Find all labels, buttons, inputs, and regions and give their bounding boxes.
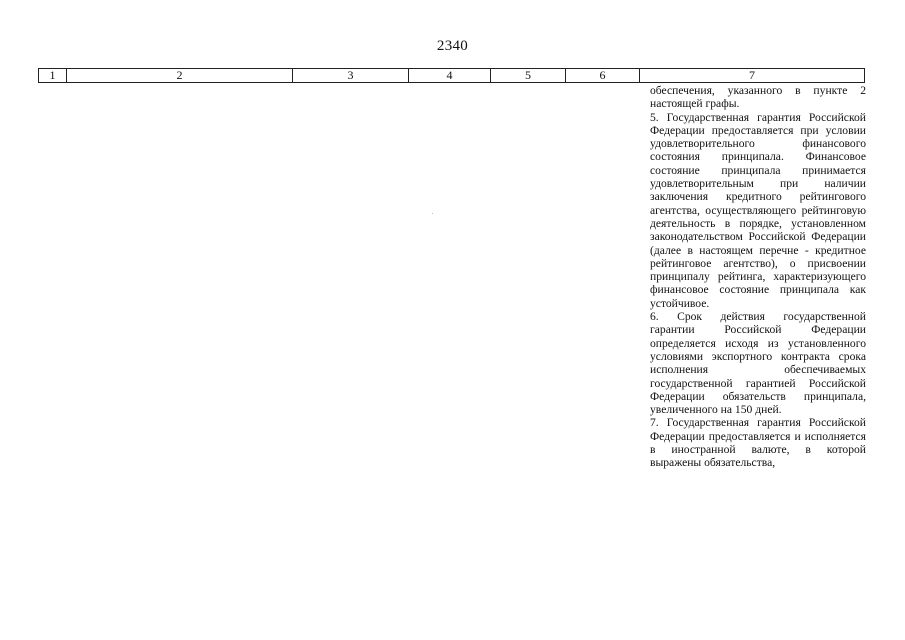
column-header-4: 4 [409,69,491,83]
page-number: 2340 [436,38,469,54]
column-header-3: 3 [293,69,409,83]
column-7-text [650,84,866,470]
column-header-7: 7 [640,69,865,83]
paragraph-item-5: 5. Государственная гарантия Российской Федерации предоставляется при условии удовлетворительного финансового состояния принципала. Финансовое состояние принципала принимается удовлетворительным при наличии заключения кредитного рейтингового агентства, осуществляющего рейтинговую деятельность в порядке, установленном законодательством Российской Федерации (далее в настоящем перечне - кредитное рейтинговое агентство), о присвоении принципалу рейтинга, характеризующего финансовое состояние принципала как устойчивое. [650,110,866,310]
paragraph-item-6: 6. Срок действия государственной гарантии Российской Федерации определяется исходя из установленного условиями экспортного контракта срока исполнения обеспечиваемых государственной гарантией Российской Федерации обязательств принципала, увеличенного на 150 дней. [650,310,866,417]
column-header-6: 6 [566,69,640,83]
scan-speck [432,213,433,214]
paragraph-continuation: обеспечения, указанного в пункте 2 настоящей графы. [650,84,866,111]
column-header-table [38,68,865,83]
paragraph-item-7: 7. Государственная гарантия Российской Федерации предоставляется и исполняется в иностранной валюте, в которой выражены обязательства, [650,416,866,470]
column-header-row [39,69,865,83]
column-header-5: 5 [491,69,566,83]
column-header-1: 1 [39,69,67,83]
column-header-2: 2 [67,69,293,83]
